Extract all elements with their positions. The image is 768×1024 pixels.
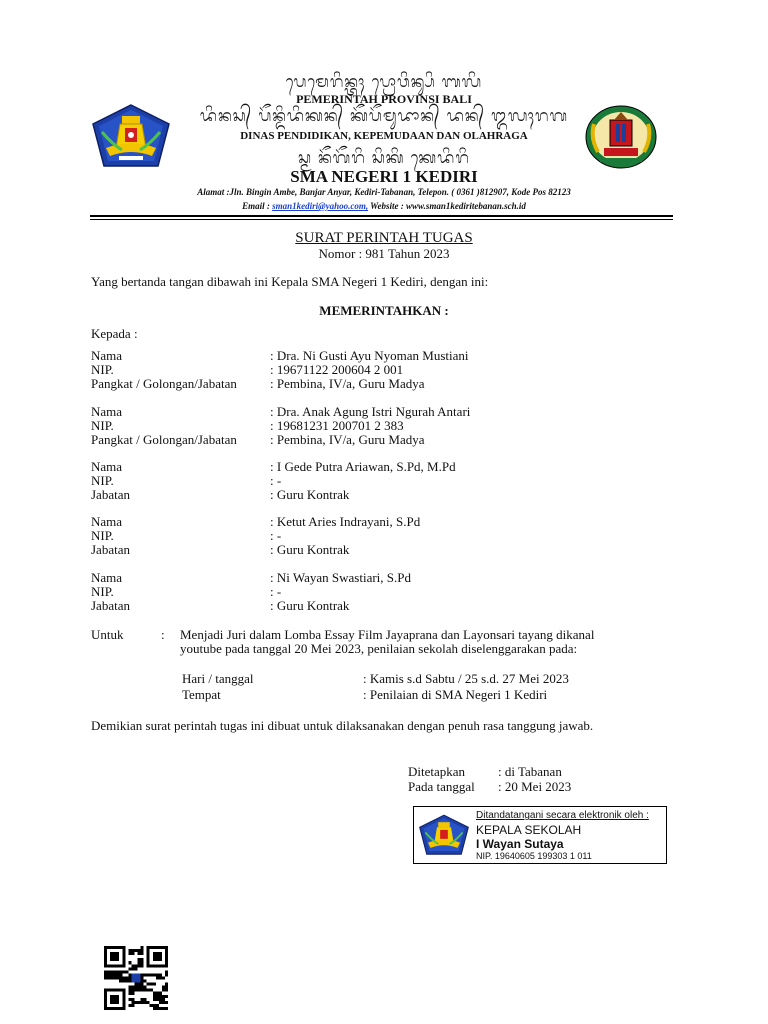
- name-value: : Ketut Aries Indrayani, S.Pd: [270, 514, 421, 529]
- position-value: : Guru Kontrak: [270, 598, 350, 613]
- rank-value: : Pembina, IV/a, Guru Madya: [270, 376, 425, 391]
- nip-label: NIP.: [91, 418, 114, 433]
- name-value: : Dra. Anak Agung Istri Ngurah Antari: [270, 404, 471, 419]
- task-description-line-1: Menjadi Juri dalam Lomba Essay Film Jayaprana dan Layonsari tayang dikanal: [180, 627, 595, 642]
- place-label: Tempat: [182, 687, 221, 702]
- balinese-script-line-3: ᬲ᭄ᬫ ᬦᭂᬕᭂᬭᬶ ᬲᬶᬓᬶ ᬓᬾᬤᬶᬭᬶ: [298, 148, 470, 167]
- position-label: Jabatan: [91, 598, 130, 613]
- nip-label: NIP.: [91, 473, 114, 488]
- name-label: Nama: [91, 570, 123, 585]
- nip-value: : 19681231 200701 2 383: [270, 418, 404, 433]
- name-value: : Dra. Ni Gusti Ayu Nyoman Mustiani: [270, 348, 469, 363]
- name-label: Nama: [91, 404, 123, 419]
- position-value: : Guru Kontrak: [270, 487, 350, 502]
- esign-logo: [419, 812, 469, 858]
- nip-value: : 19671122 200604 2 001: [270, 362, 404, 377]
- electronic-signature-box: [413, 806, 667, 864]
- agency-title: DINAS PENDIDIKAN, KEPEMUDAAN DAN OLAHRAGA: [240, 130, 528, 142]
- name-label: Nama: [91, 459, 123, 474]
- email-link[interactable]: sman1kediri@yahoo.com,: [272, 201, 369, 211]
- nip-label: NIP.: [91, 362, 114, 377]
- day-value: : Kamis s.d Sabtu / 25 s.d. 27 Mei 2023: [363, 671, 569, 686]
- closing-text: Demikian surat perintah tugas ini dibuat untuk dilaksanakan dengan penuh rasa tanggung jawab.: [91, 718, 594, 733]
- nip-value: : -: [270, 473, 282, 488]
- nip-label: NIP.: [91, 584, 114, 599]
- letter-title: SURAT PERINTAH TUGAS: [295, 230, 473, 246]
- rank-value: : Pembina, IV/a, Guru Madya: [270, 432, 425, 447]
- nip-label: NIP.: [91, 528, 114, 543]
- position-value: : Guru Kontrak: [270, 542, 350, 557]
- command-heading: MEMERINTAHKAN :: [319, 303, 449, 318]
- task-label: Untuk: [91, 627, 124, 642]
- task-description-line-2: youtube pada tanggal 20 Mei 2023, penilaian sekolah diselenggarakan pada:: [180, 641, 578, 656]
- school-contact: [0, 201, 768, 211]
- rank-label: Pangkat / Golongan/Jabatan: [91, 432, 237, 447]
- esign-note: Ditandatangani secara elektronik oleh :: [476, 810, 649, 821]
- rank-label: Pangkat / Golongan/Jabatan: [91, 376, 237, 391]
- province-title: PEMERINTAH PROVINSI BALI: [296, 92, 472, 106]
- recipient-label: Kepada :: [91, 326, 138, 341]
- letter-number: Nomor : 981 Tahun 2023: [318, 246, 450, 261]
- letterhead-divider-thick: [90, 215, 673, 217]
- school-name: SMA NEGERI 1 KEDIRI: [290, 167, 478, 186]
- date-label: Pada tanggal: [408, 779, 475, 794]
- set-label: Ditetapkan: [408, 764, 466, 779]
- name-value: : Ni Wayan Swastiari, S.Pd: [270, 570, 411, 585]
- website-text: Website : www.sman1kediritebanan.sch.id: [368, 201, 526, 211]
- esign-name: I Wayan Sutaya: [476, 837, 564, 851]
- name-value: : I Gede Putra Ariawan, S.Pd, M.Pd: [270, 459, 456, 474]
- position-label: Jabatan: [91, 542, 130, 557]
- position-label: Jabatan: [91, 487, 130, 502]
- letterhead-divider-thin: [90, 219, 673, 220]
- place-value: : Penilaian di SMA Negeri 1 Kediri: [363, 687, 548, 702]
- school-address: Alamat :Jln. Bingin Ambe, Banjar Anyar, Kediri-Tabanan, Telepon. ( 0361 )812907, Kode Pos 82123: [197, 187, 571, 197]
- name-label: Nama: [91, 348, 123, 363]
- nip-value: : -: [270, 528, 282, 543]
- intro-text: Yang bertanda tangan dibawah ini Kepala SMA Negeri 1 Kediri, dengan ini:: [91, 274, 489, 289]
- email-label: Email :: [242, 201, 273, 211]
- set-value: : di Tabanan: [498, 764, 562, 779]
- balinese-script-line-2: ᬤᬶᬦᬲ᭄ ᬧᭂᬦ᭄ᬤᬶᬤᬶᬓᬦ᭄ ᬓᭂᬧᭂᬫᬸᬤᬵᬦ᭄ ᬤᬦ᭄ ᬑᬮᬄᬭᬕ: [199, 106, 569, 125]
- qr-code: [104, 946, 168, 1010]
- esign-nip: NIP. 19640605 199303 1 011: [476, 851, 592, 861]
- balinese-script-line-1: ᬧᬾᬫᬾᬭᬶᬦ᭄ᬢᬄ ᬧ᭄ᬭᭀᬯᬶᬦ᭄ᬲᬶ ᬩᬮᬶ: [285, 72, 483, 91]
- nip-value: : -: [270, 584, 282, 599]
- day-label: Hari / tanggal: [182, 671, 254, 686]
- esign-position: KEPALA SEKOLAH: [476, 823, 582, 837]
- task-colon: :: [161, 627, 165, 642]
- date-value: : 20 Mei 2023: [498, 779, 572, 794]
- name-label: Nama: [91, 514, 123, 529]
